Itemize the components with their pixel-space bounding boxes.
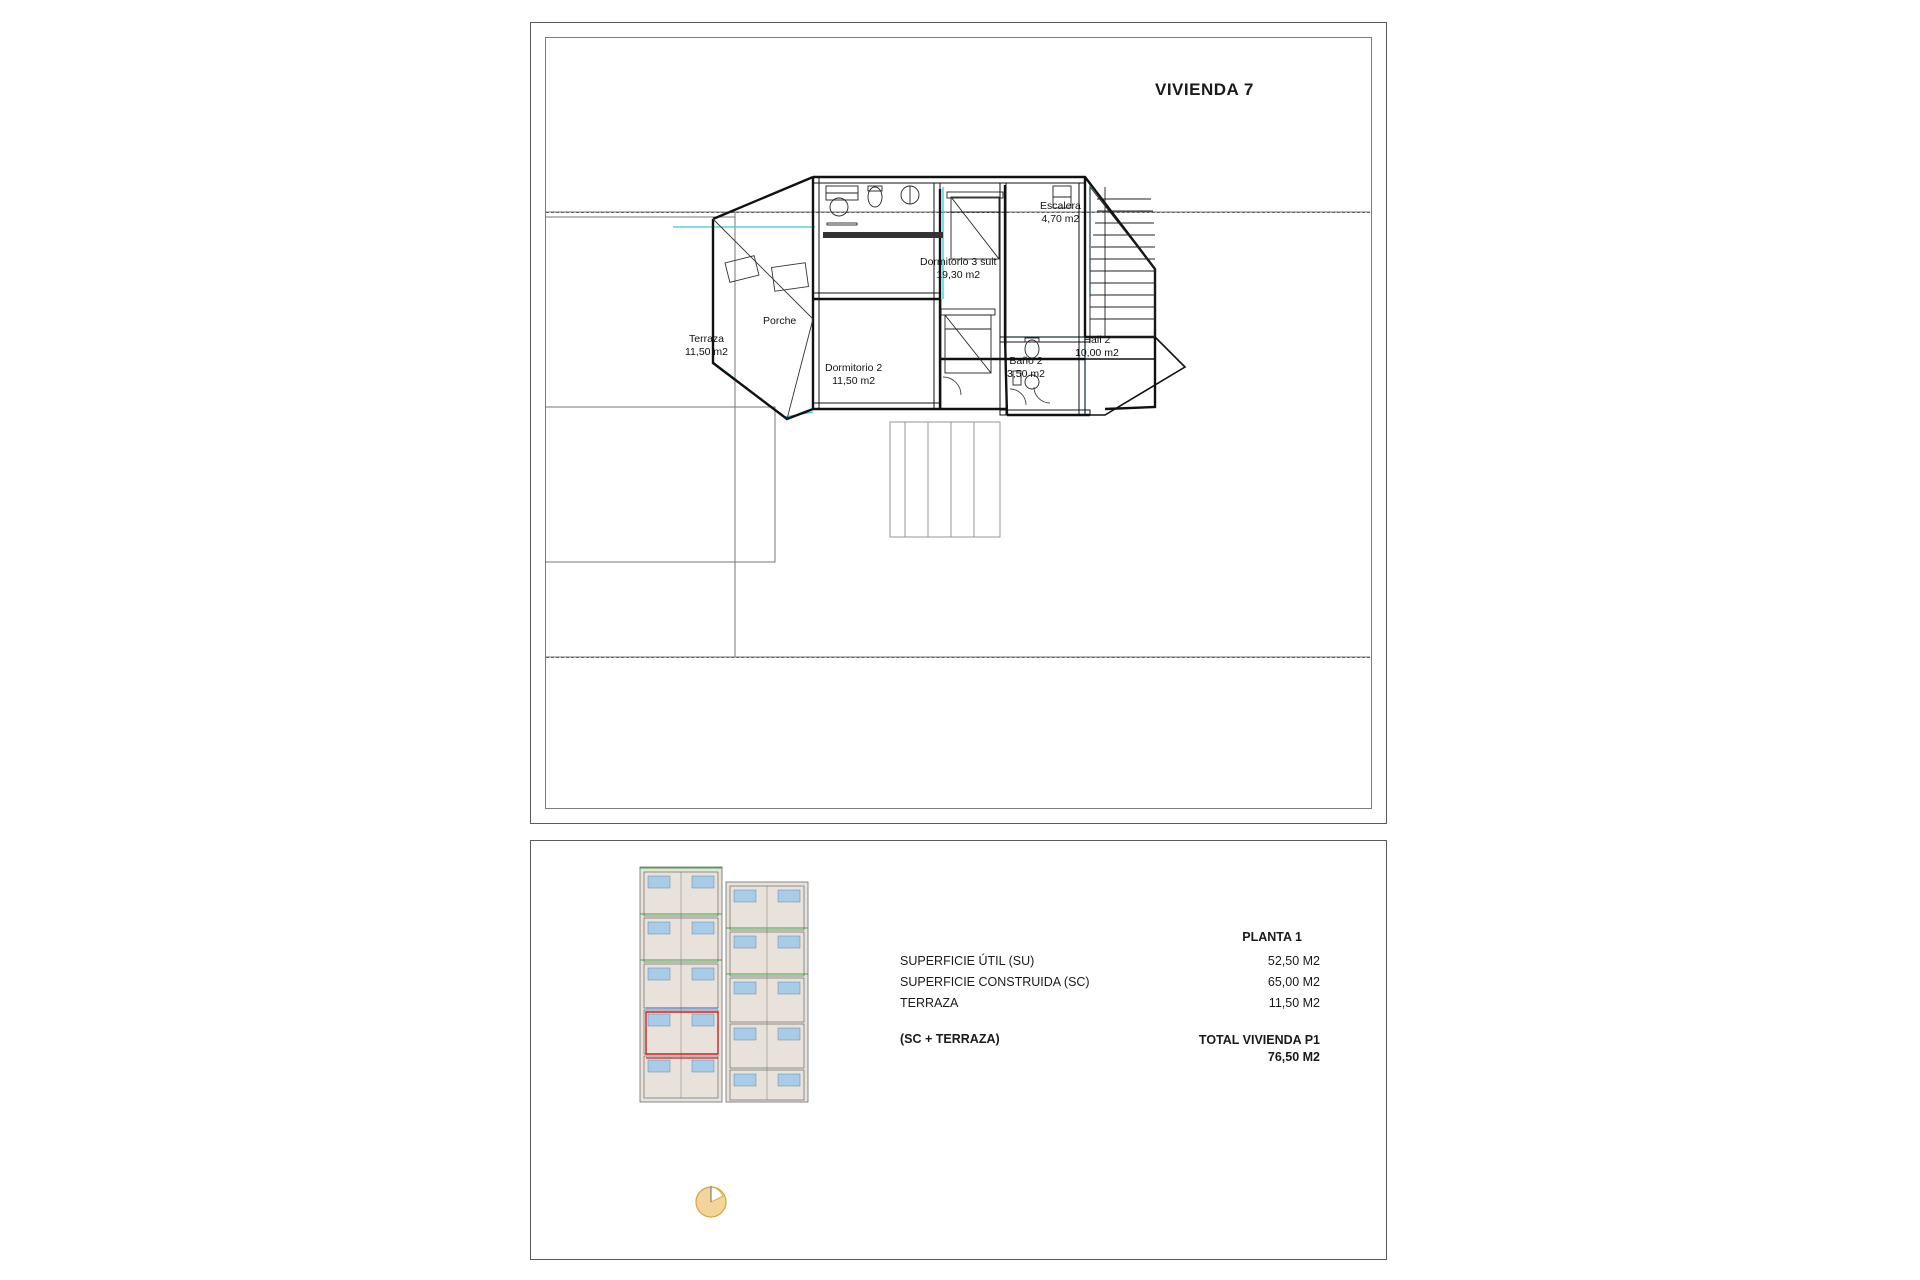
legend-row bbox=[900, 954, 1320, 968]
legend-row-value: 11,50 M2 bbox=[1268, 996, 1320, 1010]
legend-total bbox=[900, 1032, 1320, 1066]
room-label-bano-2: Baño 2 3,50 m2 bbox=[1007, 355, 1045, 380]
legend-row-label: SUPERFICIE CONSTRUIDA (SC) bbox=[900, 975, 1090, 989]
page-title: VIVIENDA 7 bbox=[1155, 80, 1254, 99]
legend-row-label: SUPERFICIE ÚTIL (SU) bbox=[900, 954, 1035, 968]
floor-plan-drawing bbox=[545, 37, 1370, 807]
legend-row bbox=[900, 996, 1320, 1010]
room-label-escalera: Escalera 4,70 m2 bbox=[1040, 200, 1081, 225]
legend-total-label: TOTAL VIVIENDA P1 bbox=[1198, 1033, 1320, 1047]
key-plan-thumbnail bbox=[630, 862, 830, 1107]
legend-row-value: 65,00 M2 bbox=[1267, 975, 1320, 989]
legend-row-value: 52,50 M2 bbox=[1267, 954, 1320, 968]
north-compass-icon bbox=[690, 1180, 732, 1222]
legend-row bbox=[900, 975, 1320, 989]
room-label-terraza: Terraza 11,50 m2 bbox=[685, 333, 728, 358]
legend-total-block bbox=[1199, 1032, 1320, 1066]
room-label-dormitorio-3: Dormitorio 3 suit 19,30 m2 bbox=[920, 256, 997, 281]
legend-row-label: TERRAZA bbox=[900, 996, 959, 1010]
room-label-hall-2: Hall 2 10,00 m2 bbox=[1075, 334, 1119, 359]
legend-total-value: 76,50 M2 bbox=[1267, 1050, 1320, 1064]
room-label-porche: Porche bbox=[763, 315, 797, 327]
area-legend bbox=[900, 930, 1320, 1066]
legend-sc-terraza-label: (SC + TERRAZA) bbox=[900, 1032, 1000, 1046]
room-label-dormitorio-2: Dormitorio 2 11,50 m2 bbox=[825, 362, 883, 387]
legend-heading: PLANTA 1 bbox=[1242, 930, 1302, 944]
